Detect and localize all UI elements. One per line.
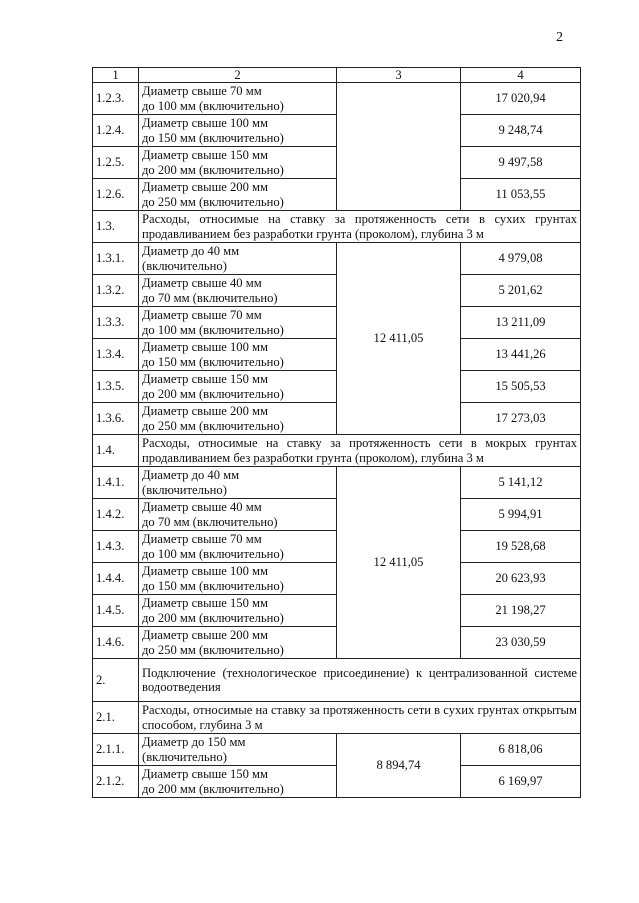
section-number: 1.3. (93, 211, 139, 243)
column-header: 2 (139, 68, 337, 83)
rate-cell (337, 83, 461, 211)
row-value: 15 505,53 (461, 371, 581, 403)
rate-cell: 12 411,05 (337, 467, 461, 659)
section-row (93, 702, 581, 734)
row-number: 1.3.5. (93, 371, 139, 403)
row-value: 17 020,94 (461, 83, 581, 115)
row-description: Диаметр свыше 70 мм до 100 мм (включительно) (139, 531, 337, 563)
row-description: Диаметр свыше 70 мм до 100 мм (включительно) (139, 307, 337, 339)
row-value: 23 030,59 (461, 627, 581, 659)
page-number: 2 (556, 30, 563, 45)
row-value: 5 201,62 (461, 275, 581, 307)
row-number: 1.3.2. (93, 275, 139, 307)
section-row (93, 211, 581, 243)
row-value: 4 979,08 (461, 243, 581, 275)
row-value: 6 169,97 (461, 766, 581, 798)
row-description: Диаметр свыше 200 мм до 250 мм (включительно) (139, 627, 337, 659)
row-description: Диаметр до 40 мм (включительно) (139, 467, 337, 499)
row-description: Диаметр свыше 150 мм до 200 мм (включительно) (139, 595, 337, 627)
column-header: 3 (337, 68, 461, 83)
rate-cell: 8 894,74 (337, 734, 461, 798)
row-value: 11 053,55 (461, 179, 581, 211)
table-row (93, 734, 581, 766)
section-description: Расходы, относимые на ставку за протяженность сети в сухих грунтах открытым способом, глубина 3 м (139, 702, 581, 734)
section-description: Расходы, относимые на ставку за протяженность сети в мокрых грунтах продавливанием без разработки грунта (проколом), глубина 3 м (139, 435, 581, 467)
table-row (93, 83, 581, 115)
column-header-row (93, 68, 581, 83)
row-description: Диаметр свыше 40 мм до 70 мм (включительно) (139, 499, 337, 531)
row-description: Диаметр свыше 150 мм до 200 мм (включительно) (139, 766, 337, 798)
row-description: Диаметр свыше 100 мм до 150 мм (включительно) (139, 563, 337, 595)
row-number: 1.2.4. (93, 115, 139, 147)
row-value: 19 528,68 (461, 531, 581, 563)
row-number: 1.4.3. (93, 531, 139, 563)
row-description: Диаметр свыше 100 мм до 150 мм (включительно) (139, 339, 337, 371)
row-value: 5 994,91 (461, 499, 581, 531)
section-description: Подключение (технологическое присоединение) к централизованной системе водоотведения (139, 659, 581, 702)
row-description: Диаметр свыше 70 мм до 100 мм (включительно) (139, 83, 337, 115)
row-description: Диаметр до 150 мм (включительно) (139, 734, 337, 766)
row-value: 6 818,06 (461, 734, 581, 766)
section-description: Расходы, относимые на ставку за протяженность сети в сухих грунтах продавливанием без разработки грунта (проколом), глубина 3 м (139, 211, 581, 243)
column-header: 1 (93, 68, 139, 83)
row-number: 1.3.4. (93, 339, 139, 371)
row-number: 1.4.4. (93, 563, 139, 595)
row-value: 5 141,12 (461, 467, 581, 499)
section-row (93, 659, 581, 702)
row-value: 13 441,26 (461, 339, 581, 371)
row-description: Диаметр свыше 100 мм до 150 мм (включительно) (139, 115, 337, 147)
row-number: 2.1.1. (93, 734, 139, 766)
row-number: 1.4.6. (93, 627, 139, 659)
row-number: 1.3.3. (93, 307, 139, 339)
section-row (93, 435, 581, 467)
table-row (93, 243, 581, 275)
row-number: 1.4.2. (93, 499, 139, 531)
table-row (93, 467, 581, 499)
section-number: 1.4. (93, 435, 139, 467)
row-value: 13 211,09 (461, 307, 581, 339)
section-number: 2.1. (93, 702, 139, 734)
rate-cell: 12 411,05 (337, 243, 461, 435)
row-description: Диаметр до 40 мм (включительно) (139, 243, 337, 275)
row-value: 9 248,74 (461, 115, 581, 147)
row-number: 1.2.6. (93, 179, 139, 211)
row-number: 1.4.1. (93, 467, 139, 499)
row-number: 1.3.1. (93, 243, 139, 275)
row-number: 1.2.5. (93, 147, 139, 179)
row-number: 1.4.5. (93, 595, 139, 627)
row-description: Диаметр свыше 150 мм до 200 мм (включительно) (139, 371, 337, 403)
row-value: 17 273,03 (461, 403, 581, 435)
column-header: 4 (461, 68, 581, 83)
row-description: Диаметр свыше 200 мм до 250 мм (включительно) (139, 403, 337, 435)
row-number: 1.2.3. (93, 83, 139, 115)
row-description: Диаметр свыше 150 мм до 200 мм (включительно) (139, 147, 337, 179)
row-number: 1.3.6. (93, 403, 139, 435)
section-number: 2. (93, 659, 139, 702)
row-value: 20 623,93 (461, 563, 581, 595)
row-value: 9 497,58 (461, 147, 581, 179)
tariff-table (92, 67, 581, 798)
row-description: Диаметр свыше 200 мм до 250 мм (включительно) (139, 179, 337, 211)
row-number: 2.1.2. (93, 766, 139, 798)
row-value: 21 198,27 (461, 595, 581, 627)
row-description: Диаметр свыше 40 мм до 70 мм (включительно) (139, 275, 337, 307)
